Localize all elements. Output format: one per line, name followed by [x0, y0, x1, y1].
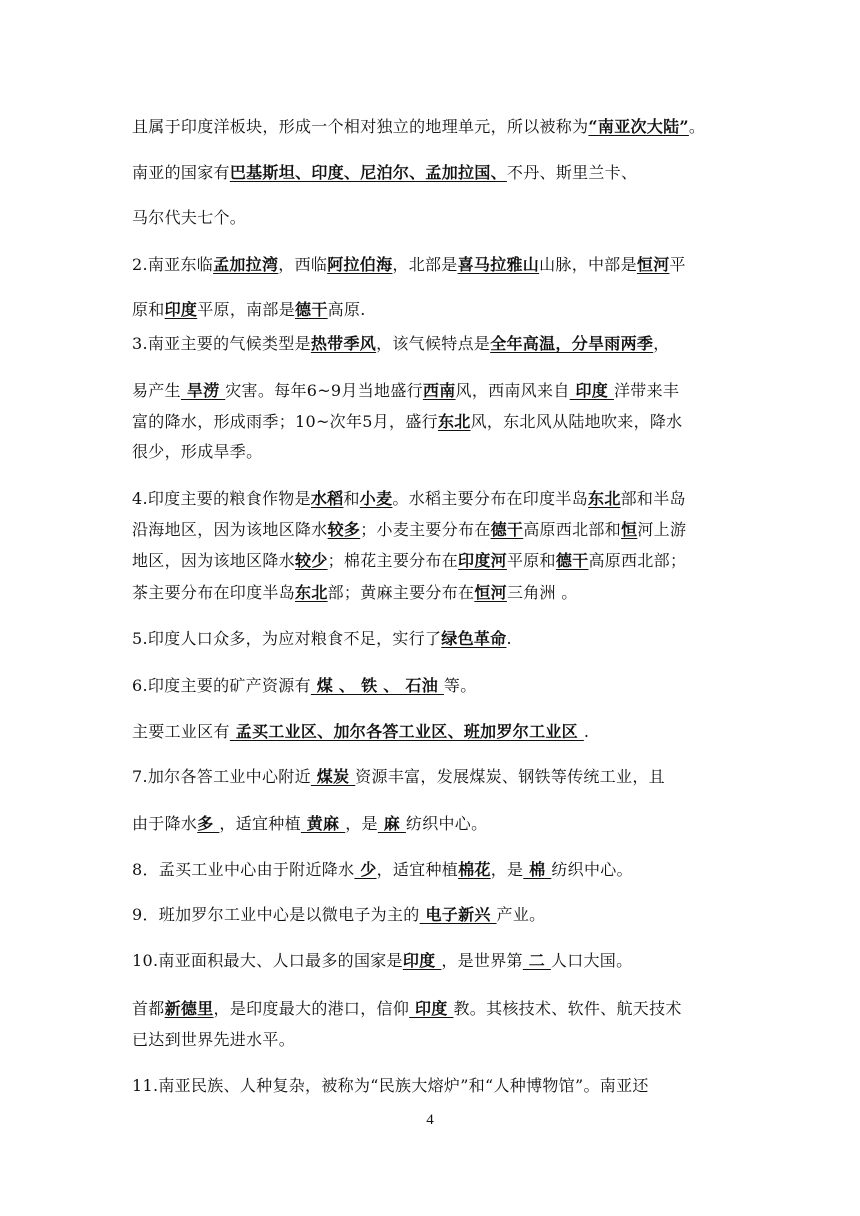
answer-blank: 阿拉伯海 [327, 255, 393, 274]
answer-blank: 小麦 [359, 489, 393, 508]
text-line [132, 409, 682, 432]
text-segment: ，是印度最大的港口，信仰 [213, 999, 410, 1018]
text-segment: 主要工业区有 [132, 722, 230, 741]
text-segment: ，西临 [278, 255, 328, 274]
answer-blank: 德干 [295, 300, 328, 319]
text-segment: 三角洲 。 [506, 583, 578, 602]
text-segment: . [583, 722, 590, 741]
text-segment: ，适宜种植 [219, 814, 301, 833]
text-line [132, 626, 512, 649]
text-line [132, 378, 679, 401]
answer-blank: 新德里 [164, 999, 214, 1018]
text-segment: ，是 [490, 860, 524, 879]
answer-blank: 东北 [588, 489, 621, 508]
text-segment: 已达到世界先进水平。 [132, 1030, 296, 1049]
text-segment: 不丹、斯里兰卡、 [506, 163, 638, 182]
text-segment: 河上游 [637, 520, 687, 539]
answer-blank: 水稻 [310, 489, 344, 508]
text-line [132, 673, 477, 696]
text-segment: . [506, 629, 512, 648]
answer-blank: 较多 [327, 520, 361, 539]
text-segment: 平原，南部是 [197, 300, 296, 319]
answer-blank: 全年高温，分旱雨两季 [490, 334, 654, 353]
answer-blank: 电子新兴 [419, 905, 497, 924]
text-segment: 高原. [327, 300, 366, 319]
text-segment: 洋带来丰 [613, 381, 680, 400]
answer-blank: 孟加拉湾 [213, 255, 279, 274]
text-line [132, 1027, 295, 1050]
text-segment: 2.南亚东临 [132, 255, 214, 274]
answer-blank: 较少 [295, 551, 328, 570]
answer-blank: “南亚次大陆” [588, 117, 689, 136]
text-segment: ；小麦主要分布在 [360, 520, 491, 539]
answer-blank: 多 [197, 814, 220, 833]
text-line [132, 811, 487, 834]
answer-blank: 麻 [377, 814, 406, 833]
text-segment: ；棉花主要分布在 [327, 551, 459, 570]
text-segment: 地区，因为该地区降水 [132, 551, 296, 570]
text-segment: 7.加尔各答工业中心附近 [132, 767, 311, 786]
text-segment: 易产生 [132, 381, 181, 400]
answer-blank: 印度 [402, 951, 442, 970]
text-segment: 。水稻主要分布在印度半岛 [392, 489, 589, 508]
text-segment: 高原西北部和 [523, 520, 622, 539]
answer-blank: 巴基斯坦、印度、尼泊尔、孟加拉国、 [229, 163, 507, 182]
page-number: 4 [426, 1112, 434, 1128]
text-segment: ，该气候特点是 [376, 334, 491, 353]
text-segment: 8．孟买工业中心由于附近降水 [132, 860, 355, 879]
text-segment: 10.南亚面积最大、人口最多的国家是 [132, 951, 403, 970]
answer-blank: 印度 [569, 381, 614, 400]
text-line [132, 548, 686, 571]
text-segment: 首都 [132, 999, 165, 1018]
text-line [132, 439, 262, 462]
answer-blank: 黄麻 [300, 814, 346, 833]
answer-blank: 旱涝 [180, 381, 226, 400]
text-segment: 资源丰富，发展煤炭、钢铁等传统工业，且 [355, 767, 665, 786]
text-line [132, 297, 366, 320]
text-segment: ，是世界第 [441, 951, 523, 970]
text-segment: 部和半岛 [620, 489, 686, 508]
text-segment: 风，西南风来自 [455, 381, 570, 400]
answer-blank: 东北 [437, 412, 471, 431]
text-line [132, 764, 665, 787]
text-segment: 等。 [443, 676, 477, 695]
text-segment: 人口大国。 [550, 951, 633, 970]
text-segment: 9．班加罗尔工业中心是以微电子为主的 [132, 905, 420, 924]
text-segment: 且属于印度洋板块，形成一个相对独立的地理单元，所以被称为 [132, 117, 589, 136]
answer-blank: 东北 [295, 583, 328, 602]
text-line [132, 517, 686, 540]
text-segment: 。 [688, 117, 706, 136]
text-line [132, 996, 682, 1019]
answer-blank: 印度河 [458, 551, 507, 570]
text-segment: 部；黄麻主要分布在 [327, 583, 475, 602]
text-segment: 南亚的国家有 [132, 163, 230, 182]
answer-blank: 西南 [422, 381, 456, 400]
answer-blank: 煤 、 铁 、 石油 [310, 676, 444, 695]
text-segment: 5.印度人口众多，为应对粮食不足，实行了 [132, 629, 442, 648]
text-line [132, 580, 578, 603]
text-line [132, 902, 545, 925]
text-line [132, 857, 633, 880]
text-segment: 教。其核技术、软件、航天技术 [453, 999, 682, 1018]
text-line [132, 114, 705, 137]
text-segment: 风，东北风从陆地吹来，降水 [470, 412, 683, 431]
answer-blank: 恒 [621, 520, 638, 539]
answer-blank: 德干 [490, 520, 524, 539]
text-segment: ， [653, 334, 670, 353]
answer-blank: 热带季风 [310, 334, 377, 353]
text-line [132, 252, 686, 275]
text-segment: 很少，形成旱季。 [132, 442, 263, 461]
answer-blank: 孟买工业区、加尔各答工业区、班加罗尔工业区 [229, 722, 584, 741]
text-segment: 3.南亚主要的气候类型是 [132, 334, 311, 353]
text-segment: 4.印度主要的粮食作物是 [132, 489, 311, 508]
answer-blank: 德干 [555, 551, 589, 570]
text-segment: 由于降水 [132, 814, 198, 833]
answer-blank: 煤炭 [310, 767, 356, 786]
text-line [132, 160, 637, 183]
text-segment: 茶主要分布在印度半岛 [132, 583, 296, 602]
text-segment: 高原西北部； [588, 551, 687, 570]
text-segment: 马尔代夫七个。 [132, 208, 247, 227]
text-segment: 平 [669, 255, 686, 274]
answer-blank: 恒河 [474, 583, 507, 602]
text-segment: 纺织中心。 [551, 860, 633, 879]
answer-blank: 印度 [164, 300, 198, 319]
text-segment: ，是 [345, 814, 378, 833]
text-line [132, 486, 686, 509]
text-line [132, 1073, 649, 1096]
text-segment: 11.南亚民族、人种复杂，被称为“民族大熔炉”和“人种博物馆”。南亚还 [132, 1076, 649, 1095]
text-segment: 灾害。每年6~9月当地盛行 [225, 381, 423, 400]
answer-blank: 绿色革命 [441, 629, 507, 648]
text-segment: ，北部是 [392, 255, 458, 274]
answer-blank: 棉花 [458, 860, 491, 879]
text-segment: 山脉，中部是 [539, 255, 637, 274]
answer-blank: 棉 [523, 860, 552, 879]
text-segment: 和 [343, 489, 360, 508]
text-line [132, 719, 589, 742]
text-line [132, 205, 246, 228]
text-segment: ，适宜种植 [376, 860, 459, 879]
answer-blank: 少 [354, 860, 377, 879]
answer-blank: 恒河 [636, 255, 670, 274]
answer-blank: 印度 [409, 999, 454, 1018]
text-segment: 产业。 [496, 905, 546, 924]
text-segment: 富的降水，形成雨季；10~次年5月，盛行 [132, 412, 438, 431]
text-segment: 平原和 [506, 551, 556, 570]
answer-blank: 二 [522, 951, 551, 970]
text-line [132, 948, 632, 971]
text-segment: 沿海地区，因为该地区降水 [132, 520, 328, 539]
text-segment: 纺织中心。 [405, 814, 488, 833]
text-line [132, 331, 670, 354]
text-segment: 6.印度主要的矿产资源有 [132, 676, 311, 695]
answer-blank: 喜马拉雅山 [457, 255, 540, 274]
text-segment: 原和 [132, 300, 165, 319]
